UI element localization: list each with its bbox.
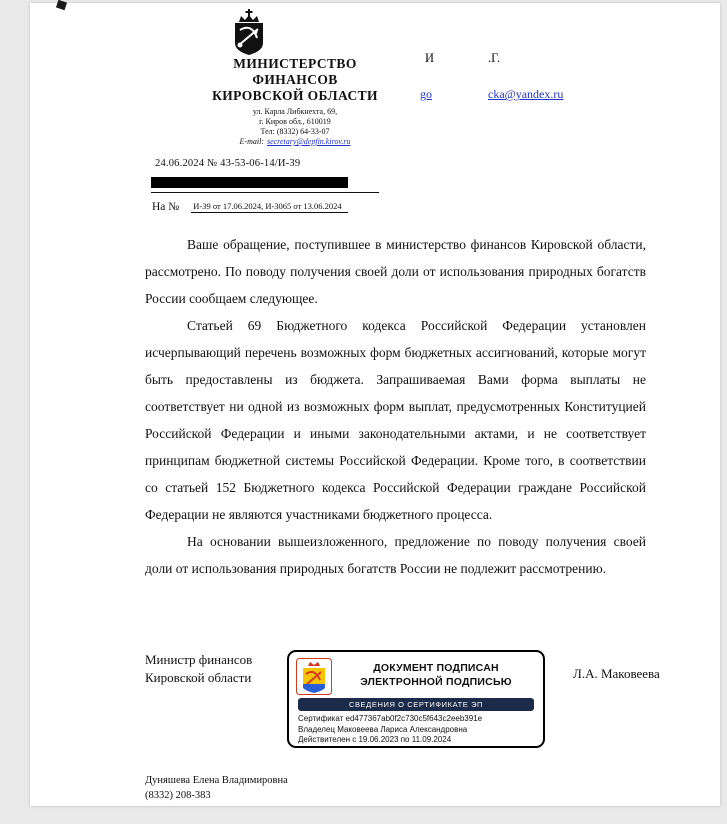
letter-page	[30, 3, 720, 806]
ministry-line-3: КИРОВСКОЙ ОБЛАСТИ	[212, 88, 378, 103]
certificate-info-bar: СВЕДЕНИЯ О СЕРТИФИКАТЕ ЭП	[298, 698, 534, 711]
reference-line	[152, 201, 348, 213]
ministry-email-link[interactable]: secretary@depfin.kirov.ru	[266, 137, 351, 146]
outgoing-date-number: 24.06.2024 № 43-53-06-14/И-39	[155, 158, 301, 169]
stamp-title	[333, 661, 539, 689]
stamp-title-line1: ДОКУМЕНТ ПОДПИСАН	[373, 662, 499, 674]
letter-body	[145, 231, 646, 582]
stamp-emblem-icon	[296, 658, 332, 695]
signer-title-line1: Министр финансов	[145, 652, 253, 667]
letterhead-rule	[151, 192, 379, 193]
ministry-phone: Тел: (8332) 64-33-07	[260, 127, 330, 136]
ministry-line-1: МИНИСТЕРСТВО	[233, 56, 357, 71]
addressee-name	[425, 51, 655, 66]
executor-block	[145, 773, 288, 803]
address-city: г. Киров обл., 610019	[259, 117, 331, 126]
stamp-title-line2: ЭЛЕКТРОННОЙ ПОДПИСЬЮ	[360, 676, 512, 688]
signer-title-line2: Кировской области	[145, 670, 252, 685]
executor-name: Дуняшева Елена Владимировна	[145, 775, 288, 786]
ministry-line-2: ФИНАНСОВ	[252, 72, 338, 87]
reference-value: И-39 от 17.06.2024, И-3065 от 13.06.2024	[191, 201, 347, 213]
addressee-email-part2[interactable]: cka@yandex.ru	[488, 87, 564, 101]
signer-name: Л.А. Маковеева	[573, 666, 660, 681]
redacted-line-bar	[151, 177, 348, 188]
scan-artifact	[56, 0, 67, 10]
signer-title	[145, 651, 252, 687]
email-label: E-mail:	[239, 137, 264, 146]
body-paragraph-1: Ваше обращение, поступившее в министерство финансов Кировской области, рассмотрено. По поводу получения своей доли от использования природных богатств России сообщаем следующее.	[145, 237, 646, 306]
executor-phone: (8332) 208-383	[145, 790, 211, 801]
body-paragraph-2: Статьей 69 Бюджетного кодекса Российской Федерации установлен исчерпывающий перечень возможных форм бюджетных ассигнований, которые могут быть предоставлены из бюджета. Запрашиваемая Вами форма выплаты не соответствует ни одной из возможных форм выплат, предусмотренных Конституцией Российской Федерации и иными законодательными актами, и не соответствует принципам бюджетной системы Российской Федерации. Кроме того, в соответствии со статьей 152 Бюджетного кодекса Российской Федерации граждане Российской Федерации не являются участниками бюджетного процесса.	[145, 318, 646, 522]
kirov-coat-of-arms-icon	[227, 9, 271, 56]
address-street: ул. Карла Либкнехта, 69,	[252, 107, 338, 116]
ministry-email-line	[150, 137, 440, 147]
addressee-email-part1[interactable]: go	[420, 87, 432, 101]
ministry-name	[150, 56, 440, 104]
certificate-id: Сертификат ed477367ab0f2c730c5f643c2eeb391e	[298, 714, 483, 723]
ministry-address-block	[150, 107, 440, 147]
addressee-email	[420, 87, 650, 102]
electronic-signature-stamp	[287, 650, 545, 748]
addressee-name-part2: .Г.	[488, 51, 501, 65]
body-paragraph-3: На основании вышеизложенного, предложение по поводу получения своей доли от использования природных богатств России не подлежит рассмотрению.	[145, 534, 646, 576]
certificate-details	[298, 714, 539, 746]
certificate-owner: Владелец Маковеева Лариса Александровна	[298, 724, 468, 734]
addressee-name-part1: И	[425, 51, 435, 65]
reference-label: На №	[152, 201, 180, 213]
certificate-validity: Действителен с 19.06.2023 по 11.09.2024	[298, 735, 452, 744]
